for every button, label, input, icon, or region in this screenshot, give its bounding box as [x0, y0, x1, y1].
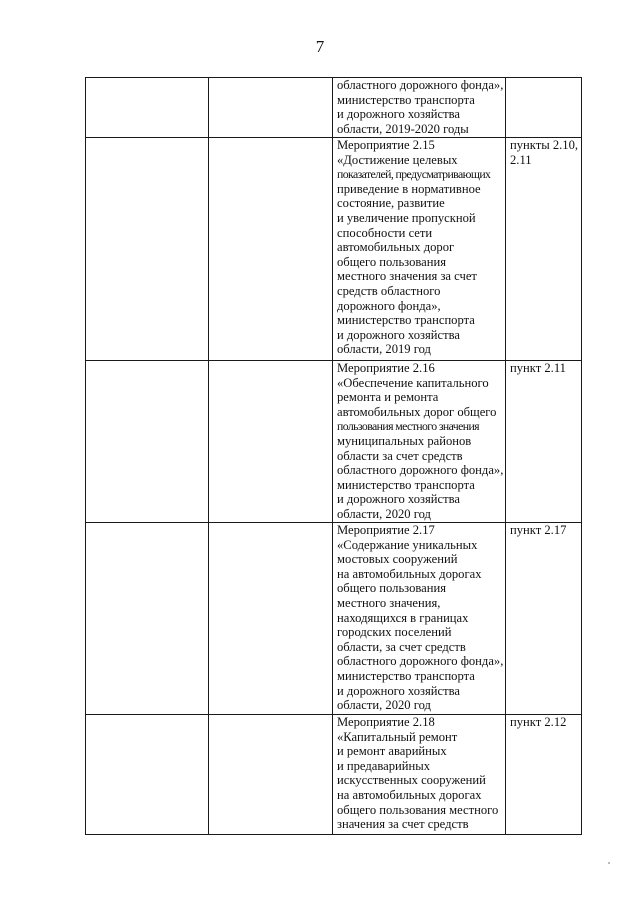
measure-line: области за счет средств [337, 448, 463, 463]
table-row [86, 523, 582, 715]
measure-line: области, 2019 год [337, 342, 431, 357]
table-row [86, 138, 582, 361]
measure-line: общего пользования местного [337, 802, 499, 817]
reference-cell [506, 523, 582, 715]
measure-cell [333, 138, 506, 361]
program-measures-table [85, 77, 582, 835]
measure-line: и увеличение пропускной [337, 210, 476, 225]
scan-speck [608, 862, 610, 864]
measure-line: ремонта и ремонта [337, 390, 439, 405]
measure-line: и дорожного хозяйства [337, 683, 460, 698]
measure-line: и ремонт аварийных [337, 744, 447, 759]
measure-line: значения за счет средств [337, 817, 469, 832]
measure-line: автомобильных дорог [337, 240, 455, 255]
measure-line: муниципальных районов [337, 433, 472, 448]
measure-line: на автомобильных дорогах [337, 787, 482, 802]
measure-line: «Достижение целевых [337, 152, 458, 167]
measure-title: Мероприятие 2.16 [337, 361, 435, 375]
measure-line: искусственных сооружений [337, 773, 486, 788]
measure-line: областного дорожного фонда», [337, 78, 504, 92]
measure-cell [333, 361, 506, 523]
measure-line: и дорожного хозяйства [337, 492, 460, 507]
reference-cell [506, 715, 582, 835]
page-number: 7 [315, 37, 325, 56]
measure-line: областного дорожного фонда», [337, 463, 504, 478]
measure-cell [333, 715, 506, 835]
empty-cell [209, 715, 333, 835]
measure-title: Мероприятие 2.17 [337, 523, 435, 537]
empty-cell [209, 361, 333, 523]
measure-line: области, за счет средств [337, 639, 466, 654]
measure-line: министерство транспорта [337, 92, 475, 107]
measure-line: министерство транспорта [337, 477, 475, 492]
table-row [86, 78, 582, 138]
reference-line: пункт 2.17 [510, 523, 567, 537]
measure-line: местного значения, [337, 595, 441, 610]
reference-cell [506, 361, 582, 523]
measure-cell [333, 78, 506, 138]
measure-line: и предаварийных [337, 758, 430, 773]
measure-line: автомобильных дорог общего [337, 404, 497, 419]
measure-line: городских поселений [337, 625, 452, 640]
measure-line: дорожного фонда», [337, 298, 441, 313]
measure-line: на автомобильных дорогах [337, 566, 482, 581]
empty-cell [86, 715, 209, 835]
measure-line: общего пользования [337, 254, 447, 269]
measure-line: состояние, развитие [337, 196, 445, 211]
empty-cell [86, 138, 209, 361]
measure-line: находящихся в границах [337, 610, 469, 625]
empty-cell [209, 523, 333, 715]
measure-line: области, 2020 год [337, 506, 431, 521]
measure-line: пользования местного значения [337, 419, 480, 434]
measure-cell [333, 523, 506, 715]
measure-line: приведение в нормативное [337, 181, 481, 196]
measure-line: «Обеспечение капитального [337, 375, 489, 390]
reference-line: пункты 2.10, [510, 138, 579, 152]
empty-cell [86, 523, 209, 715]
empty-cell [86, 361, 209, 523]
measure-line: области, 2019-2020 годы [337, 121, 469, 136]
empty-cell [86, 78, 209, 138]
measure-line: местного значения за счет [337, 269, 477, 284]
measure-line: «Содержание уникальных [337, 537, 478, 552]
measure-title: Мероприятие 2.15 [337, 138, 435, 152]
table-row [86, 715, 582, 835]
measure-line: и дорожного хозяйства [337, 327, 460, 342]
measure-line: средств областного [337, 283, 441, 298]
measure-line: и дорожного хозяйства [337, 107, 460, 122]
measure-line: способности сети [337, 225, 433, 240]
measure-line: показателей, предусматривающих [337, 167, 491, 182]
measure-line: «Капитальный ремонт [337, 729, 458, 744]
empty-cell [209, 138, 333, 361]
reference-cell [506, 138, 582, 361]
reference-line: пункт 2.11 [510, 361, 566, 375]
measure-title: Мероприятие 2.18 [337, 715, 435, 729]
reference-line: 2.11 [510, 152, 532, 167]
measure-line: области, 2020 год [337, 698, 431, 713]
measure-line: мостовых сооружений [337, 552, 458, 567]
reference-line: пункт 2.12 [510, 715, 567, 729]
measure-line: общего пользования [337, 581, 447, 596]
empty-cell [209, 78, 333, 138]
table-row [86, 361, 582, 523]
measure-line: министерство транспорта [337, 668, 475, 683]
reference-cell [506, 78, 582, 138]
measure-line: министерство транспорта [337, 313, 475, 328]
measure-line: областного дорожного фонда», [337, 654, 504, 669]
